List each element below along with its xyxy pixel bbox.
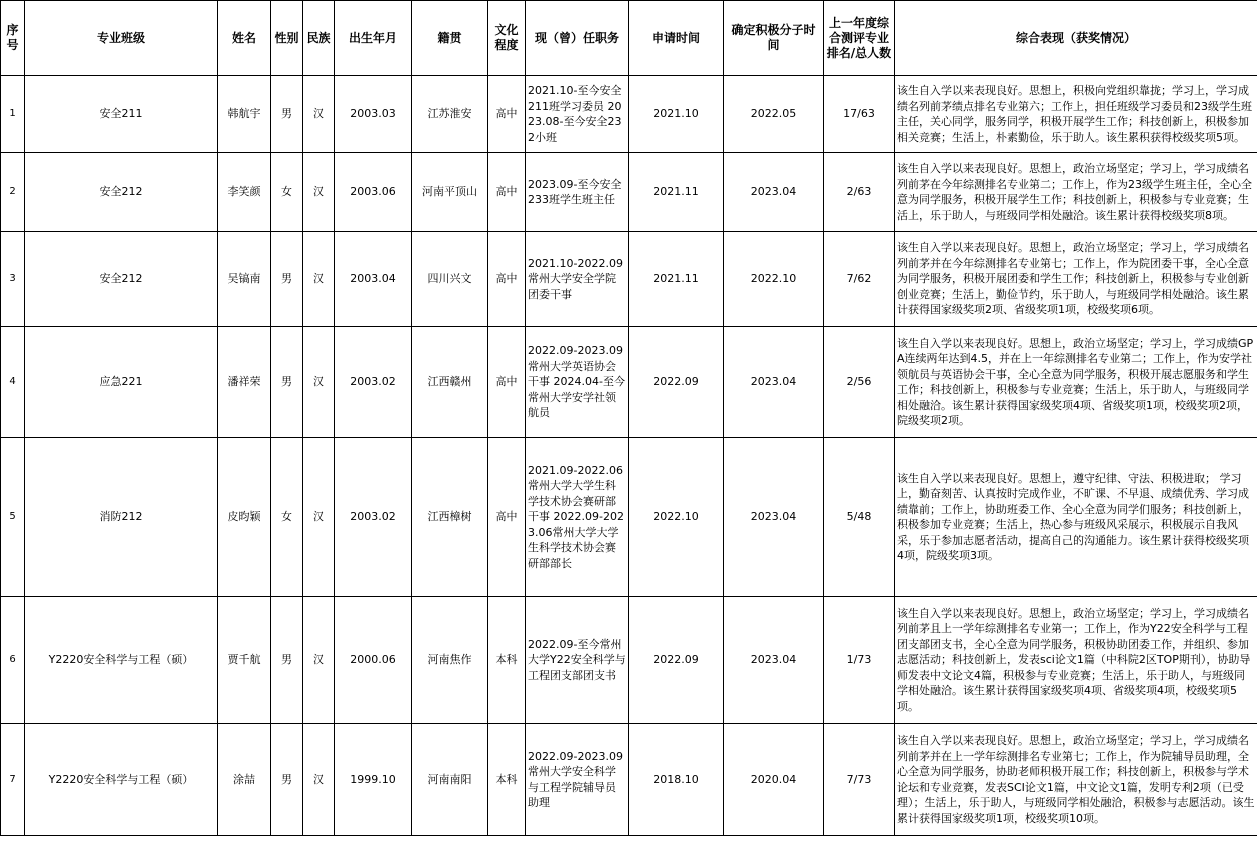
cell-origin: 江苏淮安 — [412, 76, 488, 153]
cell-origin: 河南南阳 — [412, 724, 488, 836]
cell-origin: 江西赣州 — [412, 327, 488, 438]
cell-ethnicity: 汉 — [303, 76, 335, 153]
cell-apply-time: 2022.09 — [629, 597, 724, 724]
cell-birth: 2003.03 — [335, 76, 412, 153]
table-row — [1, 724, 1257, 836]
cell-birth: 2003.02 — [335, 327, 412, 438]
cell-class: Y2220安全科学与工程（硕） — [25, 724, 218, 836]
cell-seq: 3 — [1, 232, 25, 327]
header-seq: 序号 — [1, 1, 25, 76]
cell-gender: 男 — [271, 724, 303, 836]
cell-class: 安全212 — [25, 232, 218, 327]
cell-education: 高中 — [488, 76, 526, 153]
cell-name: 涂喆 — [218, 724, 271, 836]
cell-position: 2022.09-2023.09常州大学英语协会干事 2024.04-至今常州大学安学社领航员 — [526, 327, 629, 438]
cell-position: 2021.09-2022.06常州大学大学生科学技术协会赛研部干事 2022.09-2023.06常州大学大学生科学技术协会赛研部部长 — [526, 438, 629, 597]
cell-activist-time: 2023.04 — [724, 597, 824, 724]
cell-position: 2022.09-至今常州大学Y22安全科学与工程团支部团支书 — [526, 597, 629, 724]
header-name: 姓名 — [218, 1, 271, 76]
cell-position: 2023.09-至今安全233班学生班主任 — [526, 153, 629, 232]
header-position: 现（曾）任职务 — [526, 1, 629, 76]
cell-gender: 女 — [271, 153, 303, 232]
cell-origin: 河南焦作 — [412, 597, 488, 724]
cell-performance: 该生自入学以来表现良好。思想上，积极向党组织靠拢；学习上，学习成绩名列前茅绩点排名专业第六；工作上，担任班级学习委员和23级学生班主任，关心同学，服务同学，积极开展学生工作；科技创新上，积极参加相关竞赛；生活上，朴素勤俭，乐于助人。该生累积获得校级奖项5项。 — [895, 76, 1257, 153]
table-row — [1, 438, 1257, 597]
cell-performance: 该生自入学以来表现良好。思想上，遵守纪律、守法、积极进取； 学习上，勤奋刻苦、认真按时完成作业，不旷课、不早退、成绩优秀、学习成绩靠前；工作上，协助班委工作、全心全意为同学们服务；科技创新上，积极参加专业竞赛；生活上，热心参与班级风采展示，积极展示自我风采，乐于参加志愿者活动，提高自己的沟通能力。该生累计获得校级奖项4项，院级奖项3项。 — [895, 438, 1257, 597]
cell-birth: 1999.10 — [335, 724, 412, 836]
cell-performance: 该生自入学以来表现良好。思想上，政治立场坚定；学习上，学习成绩名列前茅在今年综测排名专业第二；工作上，作为23级学生班主任，全心全意为同学服务，积极开展学生工作；科技创新上，积极参与专业竞赛；生活上，乐于助人，与班级同学相处融洽。该生累计获得校级奖项8项。 — [895, 153, 1257, 232]
cell-rank: 7/73 — [824, 724, 895, 836]
cell-name: 皮昀颖 — [218, 438, 271, 597]
cell-origin: 河南平顶山 — [412, 153, 488, 232]
cell-position: 2022.09-2023.09 常州大学安全科学与工程学院辅导员助理 — [526, 724, 629, 836]
cell-activist-time: 2023.04 — [724, 327, 824, 438]
cell-seq: 2 — [1, 153, 25, 232]
header-rank: 上一年度综合测评专业排名/总人数 — [824, 1, 895, 76]
cell-education: 高中 — [488, 327, 526, 438]
cell-origin: 江西樟树 — [412, 438, 488, 597]
cell-apply-time: 2021.10 — [629, 76, 724, 153]
cell-apply-time: 2022.10 — [629, 438, 724, 597]
cell-ethnicity: 汉 — [303, 327, 335, 438]
table-row — [1, 327, 1257, 438]
cell-name: 潘祥荣 — [218, 327, 271, 438]
cell-apply-time: 2021.11 — [629, 232, 724, 327]
cell-ethnicity: 汉 — [303, 438, 335, 597]
cell-performance: 该生自入学以来表现良好。思想上，政治立场坚定；学习上，学习成绩GPA连续两年达到4.5，并在上一年综测排名专业第二；工作上，作为安学社领航员与英语协会干事，全心全意为同学服务，积极开展志愿服务和学生工作；科技创新上，积极参与专业竞赛；生活上，乐于助人，与班级同学相处融洽。该生累计获得国家级奖项4项、省级奖项1项，校级奖项2项，院级奖项2项。 — [895, 327, 1257, 438]
cell-education: 高中 — [488, 153, 526, 232]
cell-activist-time: 2020.04 — [724, 724, 824, 836]
cell-rank: 5/48 — [824, 438, 895, 597]
cell-birth: 2000.06 — [335, 597, 412, 724]
cell-seq: 4 — [1, 327, 25, 438]
table-row — [1, 76, 1257, 153]
cell-birth: 2003.02 — [335, 438, 412, 597]
cell-rank: 17/63 — [824, 76, 895, 153]
cell-apply-time: 2018.10 — [629, 724, 724, 836]
cell-education: 高中 — [488, 438, 526, 597]
cell-position: 2021.10-至今安全211班学习委员 2023.08-至今安全232小班 — [526, 76, 629, 153]
header-ethnicity: 民族 — [303, 1, 335, 76]
cell-ethnicity: 汉 — [303, 232, 335, 327]
table-row — [1, 153, 1257, 232]
header-origin: 籍贯 — [412, 1, 488, 76]
header-gender: 性别 — [271, 1, 303, 76]
cell-activist-time: 2022.10 — [724, 232, 824, 327]
cell-performance: 该生自入学以来表现良好。思想上，政治立场坚定；学习上，学习成绩名列前茅并在上一学年综测排名专业第七；工作上，作为院辅导员助理，全心全意为同学服务，协助老师积极开展工作；科技创新上，积极参与学术论坛和专业竞赛，发表SCI论文1篇，中文论文1篇，发明专利2项（已受理）；生活上，乐于助人，与班级同学相处融洽，积极参与志愿活动。该生累计获得国家级奖项1项，校级奖项10项。 — [895, 724, 1257, 836]
cell-seq: 6 — [1, 597, 25, 724]
cell-birth: 2003.06 — [335, 153, 412, 232]
cell-name: 李笑颜 — [218, 153, 271, 232]
cell-education: 本科 — [488, 597, 526, 724]
cell-rank: 2/63 — [824, 153, 895, 232]
cell-rank: 7/62 — [824, 232, 895, 327]
cell-origin: 四川兴文 — [412, 232, 488, 327]
header-activist-time: 确定积极分子时间 — [724, 1, 824, 76]
cell-class: Y2220安全科学与工程（硕） — [25, 597, 218, 724]
cell-rank: 1/73 — [824, 597, 895, 724]
table-row — [1, 597, 1257, 724]
cell-ethnicity: 汉 — [303, 597, 335, 724]
cell-class: 安全211 — [25, 76, 218, 153]
header-row — [1, 1, 1257, 76]
header-birth: 出生年月 — [335, 1, 412, 76]
cell-performance: 该生自入学以来表现良好。思想上，政治立场坚定；学习上，学习成绩名列前茅并在今年综测排名专业第七；工作上，作为院团委干事，全心全意为同学服务，积极开展团委和学生工作；科技创新上，积极参与专业创新创业竞赛；生活上，勤俭节约，乐于助人，与班级同学相处融洽。该生累计获得国家级奖项2项、省级奖项1项，校级奖项6项。 — [895, 232, 1257, 327]
cell-rank: 2/56 — [824, 327, 895, 438]
cell-class: 安全212 — [25, 153, 218, 232]
cell-seq: 1 — [1, 76, 25, 153]
cell-gender: 男 — [271, 597, 303, 724]
cell-gender: 男 — [271, 327, 303, 438]
cell-activist-time: 2023.04 — [724, 153, 824, 232]
cell-class: 消防212 — [25, 438, 218, 597]
cell-performance: 该生自入学以来表现良好。思想上，政治立场坚定；学习上，学习成绩名列前茅且上一学年综测排名专业第一；工作上，作为Y22安全科学与工程团支部团支书，全心全意为同学服务，积极协助团委工作，并组织、参加志愿活动；科技创新上，发表sci论文1篇（中科院2区TOP期刊），协助导师发表中文论文4篇，积极参与专业竞赛；生活上，乐于助人，与班级同学相处融洽。该生累计获得国家级奖项4项、省级奖项4项，校级奖项5项。 — [895, 597, 1257, 724]
header-class: 专业班级 — [25, 1, 218, 76]
cell-gender: 男 — [271, 76, 303, 153]
header-performance: 综合表现（获奖情况） — [895, 1, 1257, 76]
cell-seq: 5 — [1, 438, 25, 597]
cell-activist-time: 2022.05 — [724, 76, 824, 153]
cell-apply-time: 2022.09 — [629, 327, 724, 438]
header-education: 文化程度 — [488, 1, 526, 76]
cell-ethnicity: 汉 — [303, 153, 335, 232]
cell-education: 本科 — [488, 724, 526, 836]
cell-class: 应急221 — [25, 327, 218, 438]
cell-gender: 女 — [271, 438, 303, 597]
cell-birth: 2003.04 — [335, 232, 412, 327]
cell-apply-time: 2021.11 — [629, 153, 724, 232]
cell-gender: 男 — [271, 232, 303, 327]
header-apply-time: 申请时间 — [629, 1, 724, 76]
cell-position: 2021.10-2022.09 常州大学安全学院团委干事 — [526, 232, 629, 327]
cell-name: 韩航宇 — [218, 76, 271, 153]
cell-ethnicity: 汉 — [303, 724, 335, 836]
cell-name: 吴镐南 — [218, 232, 271, 327]
cell-activist-time: 2023.04 — [724, 438, 824, 597]
table-row — [1, 232, 1257, 327]
cell-education: 高中 — [488, 232, 526, 327]
cell-name: 贾千航 — [218, 597, 271, 724]
cell-seq: 7 — [1, 724, 25, 836]
